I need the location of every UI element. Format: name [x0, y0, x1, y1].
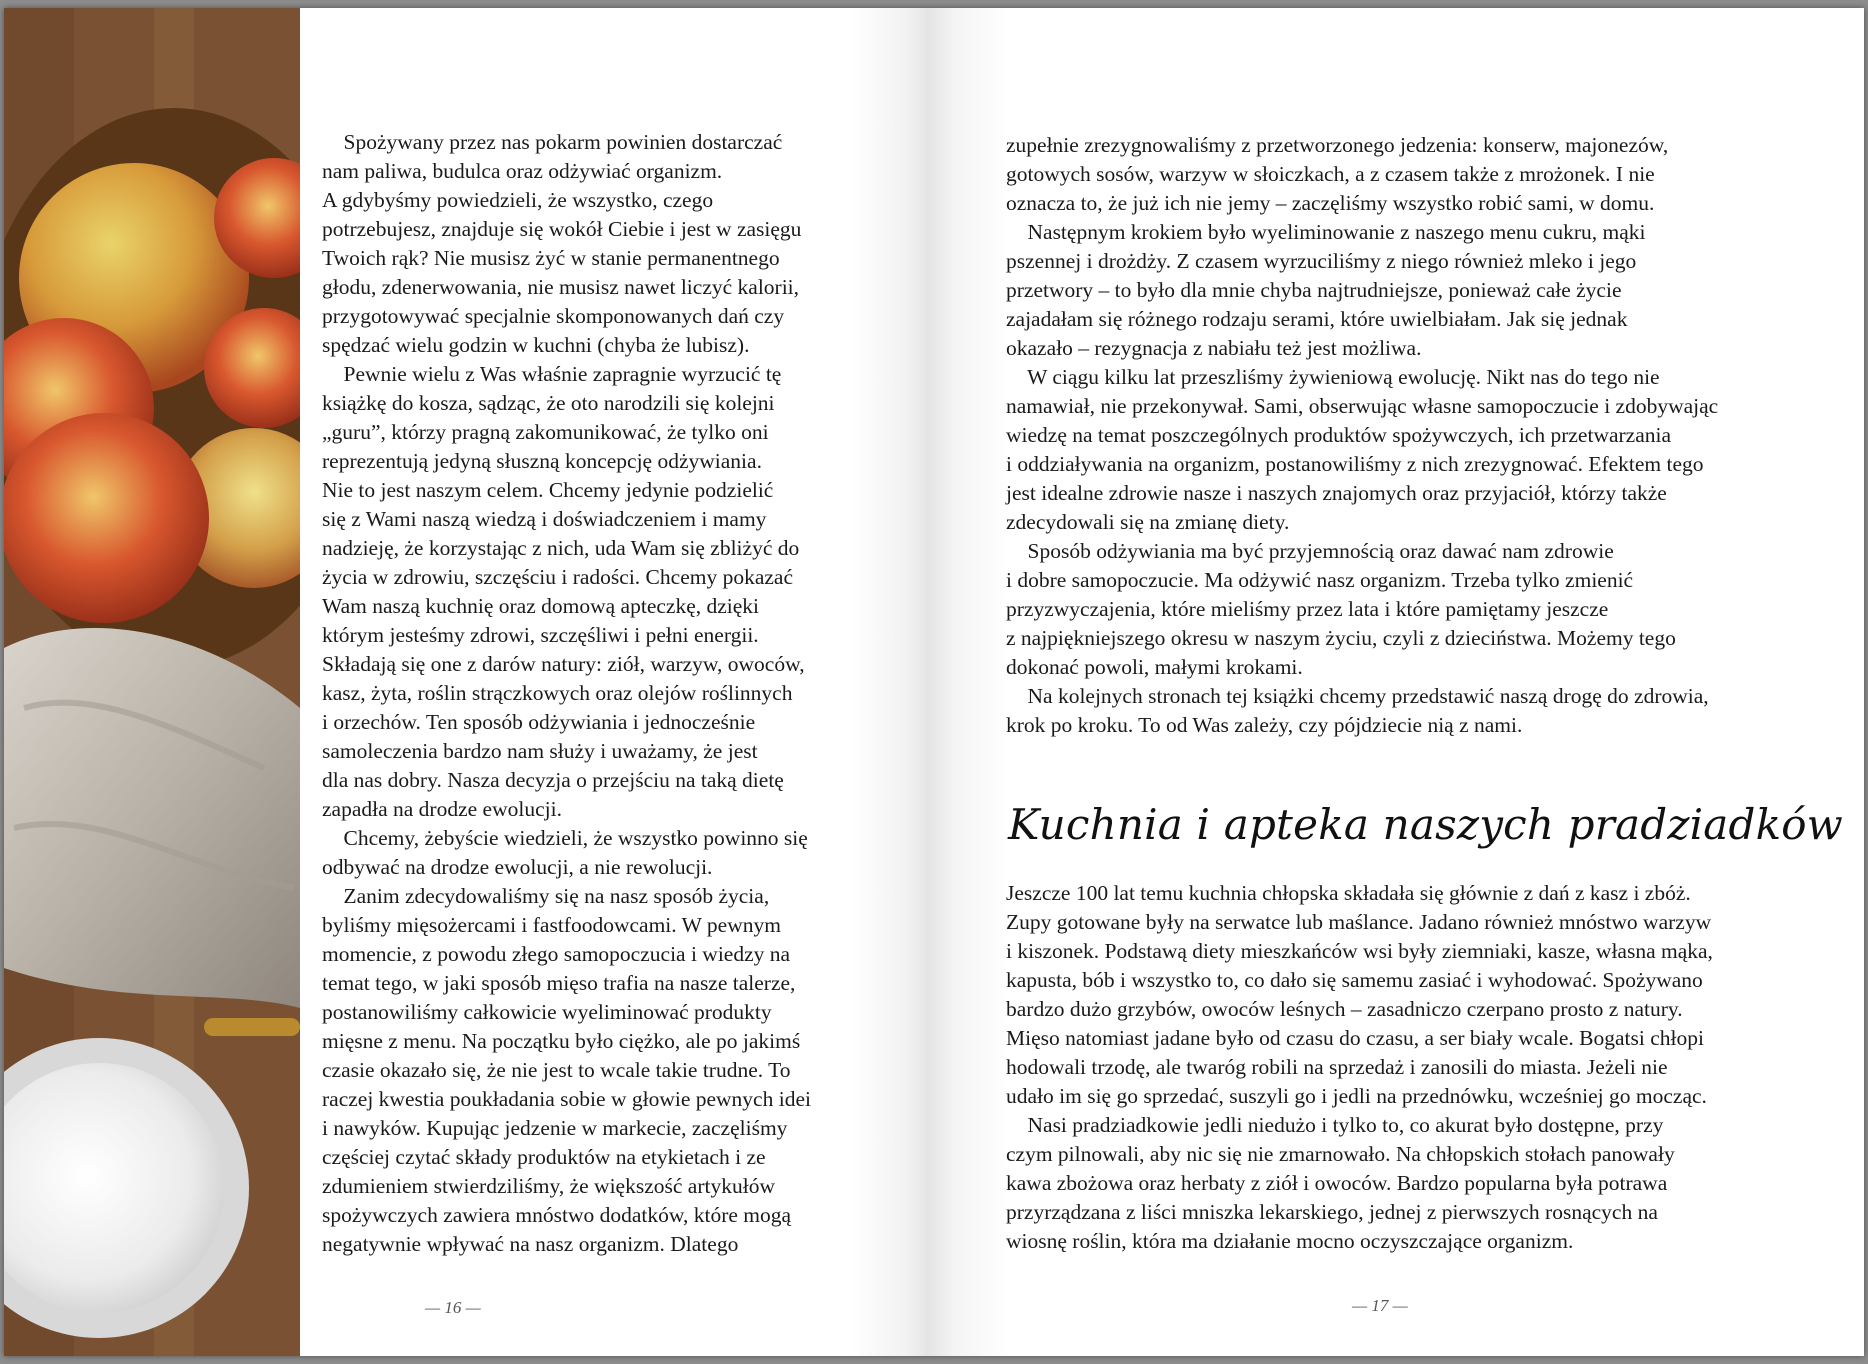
text-line: Mięso natomiast jadane było od czasu do czasu, a ser biały wcale. Bogatsi chłopi	[1006, 1026, 1704, 1050]
text-line: wiedzę na temat poszczególnych produktów spożywczych, ich przetwarzania	[1006, 423, 1672, 447]
text-line: Pewnie wielu z Was właśnie zapragnie wyrzucić tę	[322, 362, 782, 386]
text-line: kasz, żyta, roślin strączkowych oraz olejów roślinnych	[322, 681, 793, 705]
text-line: dla nas dobry. Nasza decyzja o przejściu na taką dietę	[322, 768, 784, 792]
text-line: zajadałam się różnego rodzaju serami, które uwielbiałam. Jak się jednak	[1006, 307, 1628, 331]
text-line: i oddziaływania na organizm, postanowiliśmy z nich zrezygnować. Efektem tego	[1006, 452, 1704, 476]
text-line: życia w zdrowiu, szczęściu i radości. Chcemy pokazać	[322, 565, 794, 589]
text-line: zupełnie zrezygnowaliśmy z przetworzonego jedzenia: konserw, majonezów,	[1006, 133, 1669, 157]
page-number-right: — 17 —	[1352, 1296, 1408, 1315]
text-line: Wam naszą kuchnię oraz domową apteczkę, dzięki	[322, 594, 760, 618]
text-line: okazało – rezygnacja z nabiału też jest możliwa.	[1006, 336, 1422, 360]
left-page-text	[322, 128, 811, 1259]
text-line: wiosnę roślin, która ma działanie mocno oczyszczające organizm.	[1006, 1229, 1574, 1253]
text-line: Następnym krokiem było wyeliminowanie z naszego menu cukru, mąki	[1006, 220, 1646, 244]
text-line: mięsne z menu. Na początku było ciężko, ale po jakimś	[322, 1029, 801, 1053]
text-line: pszennej i drożdży. Z czasem wyrzuciliśmy z niego również mleko i jego	[1006, 249, 1637, 273]
right-page-text	[1006, 131, 1718, 740]
text-line: temat tego, w jaki sposób mięso trafia na nasze talerze,	[322, 971, 796, 995]
text-line: częściej czytać składy produktów na etykietach i ze	[322, 1145, 766, 1169]
text-line: „guru”, którzy pragną zakomunikować, że tylko oni	[322, 420, 769, 444]
text-line: Chcemy, żebyście wiedzieli, że wszystko powinno się	[322, 826, 808, 850]
apples-illustration	[4, 8, 300, 1356]
text-line: Nie to jest naszym celem. Chcemy jedynie podzielić	[322, 478, 774, 502]
text-line: byliśmy mięsożercami i fastfoodowcami. W pewnym	[322, 913, 781, 937]
text-line: Sposób odżywiania ma być przyjemnością oraz dawać nam zdrowie	[1006, 539, 1614, 563]
text-line: spędzać wielu godzin w kuchni (chyba że lubisz).	[322, 333, 750, 357]
text-line: i kiszonek. Podstawą diety mieszkańców wsi były ziemniaki, kasze, własna mąka,	[1006, 939, 1713, 963]
text-line: kawa zbożowa oraz herbaty z ziół i owoców. Bardzo popularna była potrawa	[1006, 1171, 1668, 1195]
text-line: przyzwyczajenia, które mieliśmy przez lata i które pamiętamy jeszcze	[1006, 597, 1609, 621]
text-line: przetwory – to było dla mnie chyba najtrudniejsze, ponieważ całe życie	[1006, 278, 1622, 302]
text-line: książkę do kosza, sądząc, że oto narodzili się kolejni	[322, 391, 775, 415]
text-line: hodowali trzodę, ale twaróg robili na sprzedaż i zanosili do miasta. Jeżeli nie	[1006, 1055, 1668, 1079]
text-line: samoleczenia bardzo nam służy i uważamy, że jest	[322, 739, 758, 763]
text-line: się z Wami naszą wiedzą i doświadczeniem i mamy	[322, 507, 767, 531]
text-line: Na kolejnych stronach tej książki chcemy przedstawić naszą drogę do zdrowia,	[1006, 684, 1709, 708]
text-line: Składają się one z darów natury: ziół, warzyw, owoców,	[322, 652, 805, 676]
text-line: i dobre samopoczucie. Ma odżywić nasz organizm. Trzeba tylko zmienić	[1006, 568, 1634, 592]
text-line: Zanim zdecydowaliśmy się na nasz sposób życia,	[322, 884, 770, 908]
text-line: A gdybyśmy powiedzieli, że wszystko, czego	[322, 188, 714, 212]
text-line: udało im się go sprzedać, suszyli go i jedli na przednówku, wcześniej go mocząc.	[1006, 1084, 1707, 1108]
text-line: postanowiliśmy całkowicie wyeliminować produkty	[322, 1000, 772, 1024]
right-page-section-text	[1006, 879, 1713, 1256]
text-line: zdumieniem stwierdziliśmy, że większość artykułów	[322, 1174, 775, 1198]
text-line: Jeszcze 100 lat temu kuchnia chłopska składała się głównie z dań z kasz i zbóż.	[1006, 881, 1691, 905]
text-line: spożywczych zawiera mnóstwo dodatków, które mogą	[322, 1203, 792, 1227]
text-line: negatywnie wpływać na nasz organizm. Dlatego	[322, 1232, 739, 1256]
text-line: i orzechów. Ten sposób odżywiania i jednocześnie	[322, 710, 756, 734]
text-line: nam paliwa, budulca oraz odżywiać organizm.	[322, 159, 723, 183]
text-line: przyrządzana z liści mniszka lekarskiego, jednej z pierwszych rosnących na	[1006, 1200, 1658, 1224]
text-line: W ciągu kilku lat przeszliśmy żywieniową ewolucję. Nikt nas do tego nie	[1006, 365, 1660, 389]
text-line: zdecydowali się na zmianę diety.	[1006, 510, 1290, 534]
text-line: raczej kwestia poukładania sobie w głowie pewnych idei	[322, 1087, 811, 1111]
apples-photo	[4, 8, 300, 1356]
text-line: którym jesteśmy zdrowi, szczęśliwi i pełni energii.	[322, 623, 759, 647]
text-line: czasie okazało się, że nie jest to wcale takie trudne. To	[322, 1058, 791, 1082]
text-line: reprezentują jedyną słuszną koncepcję odżywiania.	[322, 449, 762, 473]
text-line: jest idealne zdrowie nasze i naszych znajomych oraz przyjaciół, którzy także	[1006, 481, 1667, 505]
text-line: przygotowywać specjalnie skomponowanych dań czy	[322, 304, 785, 328]
text-line: z najpiękniejszego okresu w naszym życiu, czyli z dzieciństwa. Możemy tego	[1006, 626, 1676, 650]
text-line: odbywać na drodze ewolucji, a nie rewolucji.	[322, 855, 713, 879]
section-heading: Kuchnia i apteka naszych pradziadków	[1008, 800, 1843, 849]
text-line: i nawyków. Kupując jedzenie w markecie, zaczęliśmy	[322, 1116, 788, 1140]
text-line: bardzo dużo grzybów, owoców leśnych – zasadniczo czerpano prosto z natury.	[1006, 997, 1683, 1021]
text-line: namawiał, nie przekonywał. Sami, obserwując własne samopoczucie i zdobywając	[1006, 394, 1719, 418]
text-line: krok po kroku. To od Was zależy, czy pójdziecie nią z nami.	[1006, 713, 1523, 737]
text-line: głodu, zdenerwowania, nie musisz nawet liczyć kalorii,	[322, 275, 800, 299]
text-line: czym pilnowali, aby nic się nie zmarnowało. Na chłopskich stołach panowały	[1006, 1142, 1675, 1166]
text-line: dokonać powoli, małymi krokami.	[1006, 655, 1303, 679]
text-line: Twoich rąk? Nie musisz żyć w stanie permanentnego	[322, 246, 780, 270]
text-line: potrzebujesz, znajduje się wokół Ciebie i jest w zasięgu	[322, 217, 802, 241]
text-line: oznacza to, że już ich nie jemy – zaczęliśmy wszystko robić sami, w domu.	[1006, 191, 1655, 215]
text-line: Zupy gotowane były na serwatce lub maślance. Jadano również mnóstwo warzyw	[1006, 910, 1712, 934]
text-line: zapadła na drodze ewolucji.	[322, 797, 562, 821]
text-line: Spożywany przez nas pokarm powinien dostarczać	[322, 130, 783, 154]
text-line: kapusta, bób i wszystko to, co dało się samemu zasiać i wyhodować. Spożywano	[1006, 968, 1703, 992]
text-line: momencie, z powodu złego samopoczucia i wiedzy na	[322, 942, 791, 966]
text-line: Nasi pradziadkowie jedli niedużo i tylko to, co akurat było dostępne, przy	[1006, 1113, 1664, 1137]
page-number-left: — 16 —	[425, 1298, 481, 1317]
text-line: nadzieję, że korzystając z nich, uda Wam się zbliżyć do	[322, 536, 800, 560]
text-line: gotowych sosów, warzyw w słoiczkach, a z czasem także z mrożonek. I nie	[1006, 162, 1655, 186]
